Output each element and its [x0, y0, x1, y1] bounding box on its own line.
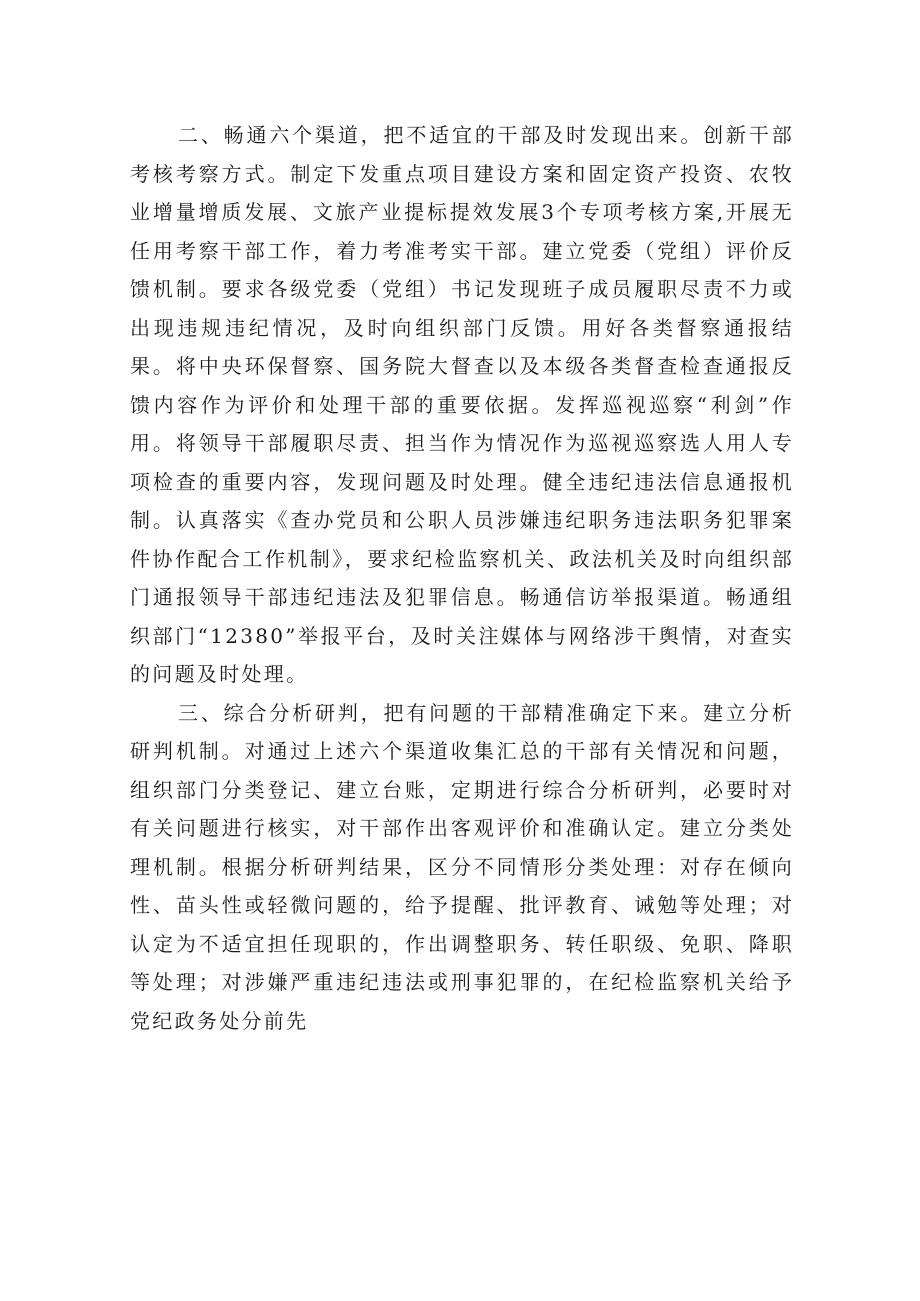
- paragraph-section-3: 三、综合分析研判，把有问题的干部精准确定下来。建立分析研判机制。对通过上述六个渠道收集汇总的干部有关情况和问题，组织部门分类登记、建立台账，定期进行综合分析研判，必要时对有关问题进行核实，对干部作出客观评价和准确认定。建立分类处理机制。根据分析研判结果，区分不同情形分类处理：对存在倾向性、苗头性或轻微问题的，给予提醒、批评教育、诫勉等处理；对认定为不适宜担任现职的，作出调整职务、转任职级、免职、降职等处理；对涉嫌严重违纪违法或刑事犯罪的，在纪检监察机关给予党纪政务处分前先: [130, 700, 794, 1033]
- document-body: [130, 116, 794, 1040]
- paragraph-section-2: 二、畅通六个渠道，把不适宜的干部及时发现出来。创新干部考核考察方式。制定下发重点项目建设方案和固定资产投资、农牧业增量增质发展、文旅产业提标提效发展3个专项考核方案,开展无任用考察干部工作，着力考准考实干部。建立党委（党组）评价反馈机制。要求各级党委（党组）书记发现班子成员履职尽责不力或出现违规违纪情况，及时向组织部门反馈。用好各类督察通报结果。将中央环保督察、国务院大督查以及本级各类督查检查通报反馈内容作为评价和处理干部的重要依据。发挥巡视巡察“利剑”作用。将领导干部履职尽责、担当作为情况作为巡视巡察选人用人专项检查的重要内容，发现问题及时处理。健全违纪违法信息通报机制。认真落实《查办党员和公职人员涉嫌违纪职务违法职务犯罪案件协作配合工作机制》，要求纪检监察机关、政法机关及时向组织部门通报领导干部违纪违法及犯罪信息。畅通信访举报渠道。畅通组织部门“12380”举报平台，及时关注媒体与网络涉干舆情，对查实的问题及时处理。: [130, 123, 794, 686]
